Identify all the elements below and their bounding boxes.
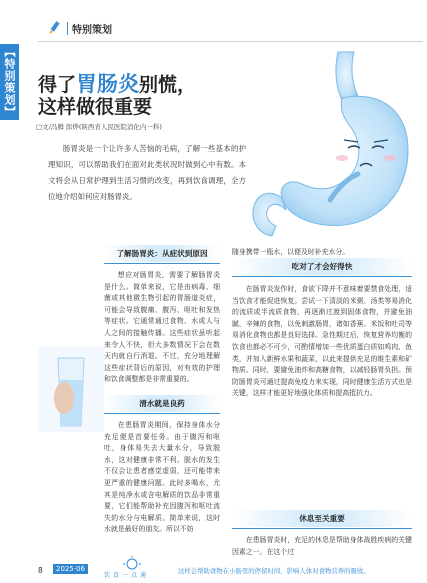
section-rule-2 [104,413,220,414]
water-glass-illustration [38,346,104,432]
title-highlight: 胃肠炎 [76,72,140,96]
section-rule-4 [232,528,412,529]
byline: □文/冯腾 郎烨(陕西省人民医院消化内一科) [36,123,162,131]
intro-text: 肠胃炎是一个让许多人苦恼的毛病，了解一些基本的护理知识，可以帮助我们在面对此类状况时做到心中有数。本文将会从日常护理到生活习惯的改变，再到饮食调理，全方位地介绍如何应对肠胃炎。 [48,144,246,201]
page-number: 8 [38,566,43,575]
side-section-tab: 【特别策划】 [0,44,19,120]
footer-motto: 这样会帮助食物在小肠里的停留时间，影响人体对食物营养的吸收。 [178,567,370,575]
logo-text: 饮食一点通 [104,572,150,579]
issue-badge: 2025·06 [53,564,88,574]
section-3-paragraph: 在肠胃炎发作时，食欲下降并不意味着要禁食处理，适当饮食才能促进恢复。尝试一下清淡的米粥、汤类等易消化的流质或半流质食物，再逐渐过渡到固体食物，并避免油腻、辛辣的食物，以免刺激肠胃，诸如香蕉、米饭和吐司等易消化食物也都是良好选择。急性期过后，恢复营养均衡的饮食也都必不可少，可酌情增加一些优质蛋白质如鸡肉、鱼类，并加入新鲜水果和蔬菜，以此来提供充足的维生素和矿物质。同时，要避免油炸和高糖食物，以减轻肠胃负担。预防肠胃炎可通过提高免疫力来实现，同时健康生活方式也是关键，这样才能更好地强化体质和提高抵抗力。 [232,285,412,398]
section-2-paragraph: 在患肠胃炎期间，保持身体水分充足便是首要任务。由于腹泻和呕吐，身体易失去大量水分，导致脱水，这对健康非常不利。脱水的发生不仅会让患者感觉虚弱，还可能带来更严重的健康问题。此时多喝水，尤其是纯净水或含电解质的饮品非常重要，它们能帮助补充因腹泻和呕吐流失的水分与电解质。简单来说，这时水就是最好的朋友。所以不妨 [104,421,220,534]
section-4-paragraph: 在患肠胃炎时，充足的休息是帮助身体战胜疾病的关键因素之一。在这个过 [232,536,412,556]
section-heading-3: 吃对了才会好得快 [232,258,412,275]
pencil-icon [47,21,61,35]
header-rule [38,41,423,42]
intro-paragraph [48,141,246,205]
section-rule-3 [232,276,412,277]
section-1-body [104,270,220,386]
section-rule-1 [104,263,220,264]
section-2-paragraph-continued: 随身携带一瓶水，以便及时补充水分。 [232,248,350,256]
section-heading-1: 了解肠胃炎：从症状到原因 [104,245,220,262]
article-subtitle: 这样做很重要 [38,96,153,118]
section-2-continued [232,247,412,259]
section-3-body [232,284,412,400]
section-1-paragraph: 想应对肠胃炎，需要了解肠胃炎是什么。简单来说，它是由病毒、细菌或其他微生物引起的胃肠道炎症，可能会导致腹痛、腹泻、呕吐和发热等症状。它通常通过食物、水或人与人之间的接触传播。这些症状虽听起来令人不快，但大多数情况下会在数天内就自行消退。不过，充分地理解这些症状背后的原因，对有效的护理和饮食调整都是非常重要的。 [104,271,220,384]
section-2-body [104,420,220,536]
section-4-body [232,535,412,558]
section-heading-4: 休息至关重要 [232,510,412,527]
title-post: 别慌， [139,74,197,96]
stomach-illustration [230,50,425,245]
section-label: 特别策划 [72,25,112,36]
header-separator [67,22,68,35]
title-pre: 得了 [38,74,77,96]
section-heading-2: 清水就是良药 [104,395,220,412]
